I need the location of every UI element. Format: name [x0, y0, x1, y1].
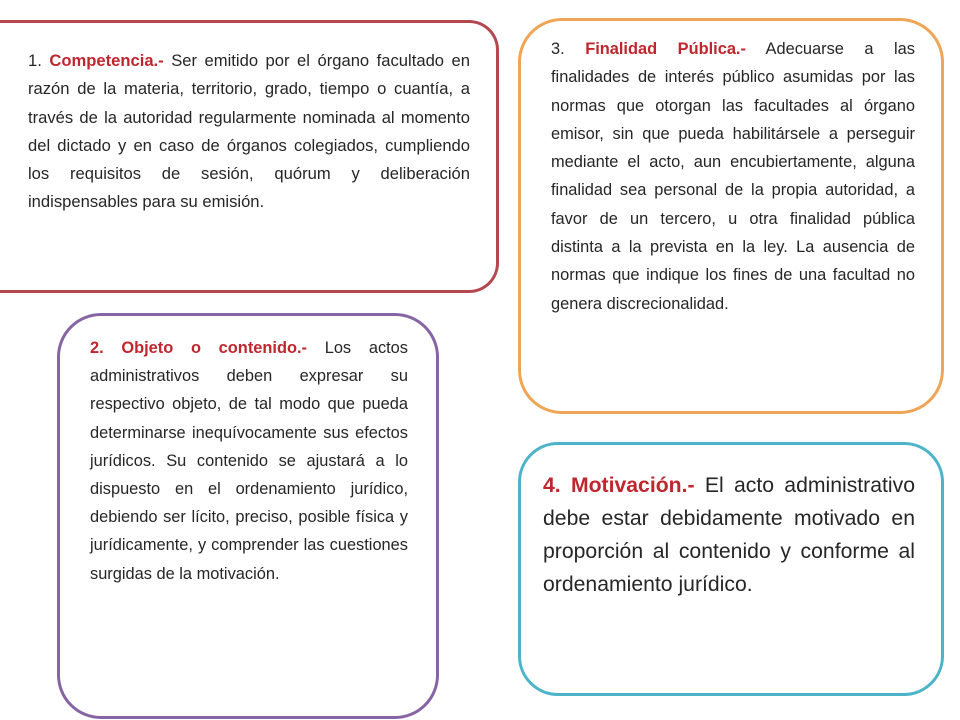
card-competencia-body: Ser emitido por el órgano facultado en razón de la materia, territorio, grado, tiempo o cuantía, a través de la autoridad regularmente nominada al momento del dictado y en caso de órganos colegiados, cumpliendo los requisitos de sesión, quórum y deliberación indispensables para su emisión.	[28, 51, 470, 212]
card-competencia-text	[28, 47, 470, 217]
card-finalidad-number: 3.	[551, 40, 586, 58]
card-motivacion-text	[543, 469, 915, 601]
card-objeto-contenido	[57, 313, 439, 719]
card-motivacion-body: El acto administrativo debe estar debidamente motivado en proporción al contenido y conforme al ordenamiento jurídico.	[543, 474, 915, 596]
card-competencia-number: 1.	[28, 51, 50, 70]
card-motivacion-title: 4. Motivación.-	[543, 474, 695, 497]
card-finalidad-title: Finalidad Pública.-	[585, 40, 746, 58]
card-objeto-body: Los actos administrativos deben expresar su respectivo objeto, de tal modo que pueda determinarse inequívocamente sus efectos jurídicos. Su contenido se ajustará a lo dispuesto en el ordenamiento jurídico, debiendo ser lícito, preciso, posible física y jurídicamente, y comprender las cuestiones surgidas de la motivación.	[90, 339, 408, 583]
card-finalidad-body: Adecuarse a las finalidades de interés público asumidas por las normas que otorgan las facultades al órgano emisor, sin que pueda habilitársele a perseguir mediante el acto, aun encubiertamente, alguna finalidad sea personal de la propia autoridad, a favor de un tercero, u otra finalidad pública distinta a la prevista en la ley. La ausencia de normas que indique los fines de una facultad no genera discrecionalidad.	[551, 40, 915, 313]
card-objeto-title: 2. Objeto o contenido.-	[90, 339, 307, 357]
card-objeto-text	[90, 334, 408, 588]
card-finalidad-text	[551, 35, 915, 318]
card-competencia	[0, 20, 499, 293]
card-motivacion	[518, 442, 944, 696]
card-finalidad-publica	[518, 18, 944, 414]
card-competencia-title: Competencia.-	[49, 51, 164, 70]
